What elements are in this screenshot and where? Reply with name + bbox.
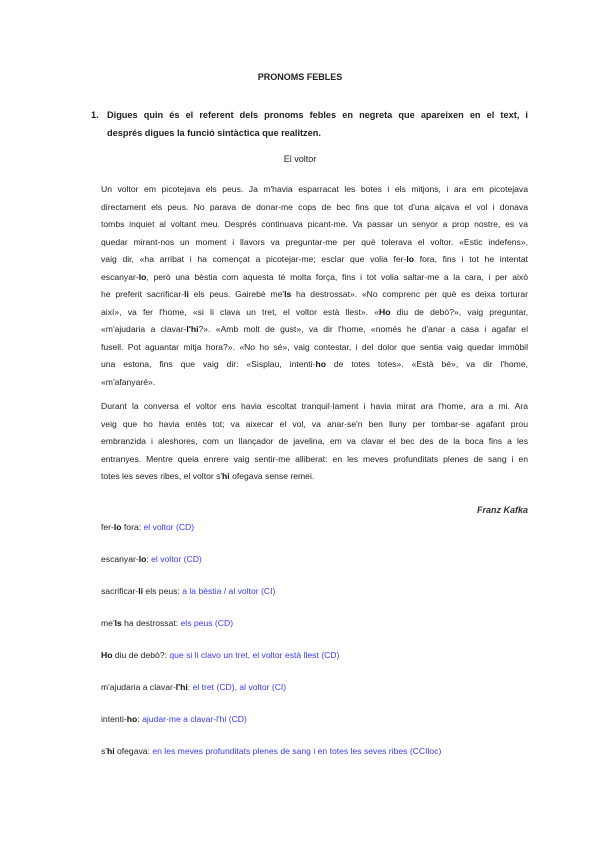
answer-item bbox=[101, 616, 441, 648]
answer-item bbox=[101, 680, 441, 712]
text-segment: escanyar- bbox=[101, 554, 139, 564]
bold-pronoun: Ho bbox=[379, 306, 391, 317]
text-segment: els peus. Gairebé me' bbox=[188, 289, 285, 299]
text-segment: de totes totes». «Està bé», va dir l'home, bbox=[325, 359, 528, 369]
text-segment: s' bbox=[101, 746, 107, 756]
text-segment: , però una bèstia com aquesta té molta força, fins i tot volia saltar-me a la cara, i per això bbox=[146, 271, 528, 282]
paragraph-line bbox=[101, 416, 528, 434]
bold-pronoun: lo bbox=[113, 522, 122, 532]
answer-item bbox=[101, 552, 441, 584]
bold-pronoun: hi bbox=[222, 471, 230, 481]
text-segment: directament els peus. No parava de donar-me cops de bec fins que tot d'una alçava el vol i donava bbox=[101, 201, 528, 212]
text-segment: veig que ho havia entès tot; va aixecar el vol, va anar-se'n ben lluny per tombar-se agafant prou bbox=[101, 418, 528, 429]
bold-pronoun: l'hi bbox=[175, 682, 188, 692]
paragraph-line bbox=[101, 181, 528, 199]
document-title: PRONOMS FEBLES bbox=[257, 72, 343, 82]
text-segment: totes les seves ribes, el voltor s' bbox=[101, 471, 223, 481]
text-segment: m'ajudaria a clavar- bbox=[101, 682, 176, 692]
text-segment: els peus: bbox=[143, 586, 183, 596]
text-segment: vaig dir, «ha arribat i ha començat a picotejar-me; esclar que volia fer- bbox=[101, 254, 407, 264]
bold-pronoun: ls bbox=[114, 618, 122, 628]
bold-pronoun: li bbox=[138, 586, 144, 596]
bold-pronoun: hi bbox=[106, 746, 115, 756]
text-segment: una estona, fins que vaig dir: «Sisplau, intenti- bbox=[101, 359, 316, 369]
text-segment: sacrificar- bbox=[101, 586, 139, 596]
text-segment: quedar mirant-nos un moment i llavors va preguntar-me per què tolerava el voltor. «Estic indefens», bbox=[101, 236, 528, 247]
question-line: Digues quin és el referent dels pronoms febles en negreta que apareixen en el text, i bbox=[107, 110, 528, 120]
answer-text: el tret (CD), al voltor (CI) bbox=[192, 682, 287, 692]
text-segment: fusell. Pot aguantar mitja hora?». «No ho sé», vaig contestar, i del dolor que sentia vaig quedar immòbil bbox=[101, 341, 528, 352]
answer-item bbox=[101, 584, 441, 616]
text-segment: fora, fins i tot he intentat bbox=[414, 254, 528, 264]
text-segment: «m'afanyaré». bbox=[101, 376, 156, 387]
paragraph-line bbox=[101, 286, 528, 304]
answer-item bbox=[101, 712, 441, 744]
text-segment: així», va fer l'home, «si li clava un tret, el voltor està llest». « bbox=[101, 306, 379, 317]
paragraph-line bbox=[101, 374, 528, 392]
paragraph-line bbox=[101, 339, 528, 357]
paragraph-line bbox=[101, 451, 528, 469]
text-segment: me' bbox=[101, 618, 115, 628]
paragraph-line bbox=[101, 398, 528, 416]
paragraph-line bbox=[101, 468, 528, 486]
question-line: després digues la funció sintàctica que realitzen. bbox=[107, 127, 321, 138]
answer-text: els peus (CD) bbox=[180, 618, 234, 628]
text-segment: ofegava: bbox=[114, 746, 153, 756]
bold-pronoun: l'hi bbox=[186, 324, 199, 334]
bold-pronoun: li bbox=[184, 289, 189, 299]
answer-text: el voltor (CD) bbox=[143, 522, 195, 532]
paragraph-line bbox=[101, 304, 528, 322]
bold-pronoun: Ho bbox=[101, 650, 113, 660]
text-segment: «m'ajudaria a clavar- bbox=[101, 324, 187, 334]
bold-pronoun: ho bbox=[315, 359, 326, 369]
text-segment: : bbox=[146, 554, 152, 564]
bold-pronoun: lo bbox=[406, 254, 414, 264]
answer-item bbox=[101, 520, 441, 552]
paragraph-line bbox=[101, 199, 528, 217]
answer-item bbox=[101, 648, 441, 680]
answers-list bbox=[101, 520, 441, 776]
bold-pronoun: lo bbox=[138, 271, 147, 282]
question-number: 1. bbox=[91, 110, 99, 120]
paragraph-line bbox=[101, 321, 528, 339]
text-segment: Un voltor em picotejava els peus. Ja m'havia esparracat les botes i els mitjons, i ara em picotejava bbox=[101, 184, 528, 194]
bold-pronoun: lo bbox=[138, 554, 147, 564]
text-segment: ofegava sense remei. bbox=[229, 471, 315, 481]
answer-text: ajudar-me a clavar-l'hi (CD) bbox=[142, 714, 247, 724]
paragraph-line bbox=[101, 234, 528, 252]
text-segment: : bbox=[137, 714, 143, 724]
text-segment: ha destrossat: bbox=[121, 618, 181, 628]
text-segment: Durant la conversa el voltor ens havia escoltat tranquil·lament i havia mirat ara l'home, ara a mi. Ara bbox=[101, 401, 528, 411]
story-paragraph-1 bbox=[101, 181, 528, 391]
bold-pronoun: ho bbox=[126, 714, 138, 724]
answer-text: que si li clavo un tret, el voltor està llest (CD) bbox=[169, 650, 340, 660]
author-signature: Franz Kafka bbox=[476, 505, 528, 515]
text-segment: intenti- bbox=[101, 714, 127, 724]
answer-item bbox=[101, 744, 441, 776]
paragraph-line bbox=[101, 433, 528, 451]
answer-text: a la bèstia / al voltor (CI) bbox=[182, 586, 276, 596]
text-segment: he preferit sacrificar- bbox=[101, 289, 185, 299]
paragraph-line bbox=[101, 356, 528, 374]
text-segment: tombs inquiet al voltant meu. Després continuava picant-me. Va passar un senyor a prop nostre, es va bbox=[101, 219, 528, 229]
question-1 bbox=[91, 107, 528, 142]
story-title: El voltor bbox=[283, 154, 317, 164]
paragraph-line bbox=[101, 216, 528, 234]
answer-text: el voltor (CD) bbox=[151, 554, 202, 564]
text-segment: fer- bbox=[101, 522, 114, 532]
text-segment: ha destrossat». «No comprenc per què es deixa torturar bbox=[291, 289, 529, 299]
text-segment: entranyes. Mentre queia enrere vaig sentir-me alliberat: en les meves profunditats plenes de sang i en bbox=[101, 453, 528, 464]
text-segment: escanyar- bbox=[101, 271, 139, 282]
answer-text: en les meves profunditats plenes de sang i en totes les seves ribes (CCIloc) bbox=[152, 746, 442, 756]
paragraph-line bbox=[101, 251, 528, 269]
paragraph-line bbox=[101, 269, 528, 287]
bold-pronoun: ls bbox=[284, 289, 292, 299]
text-segment: diu de debò?», vaig preguntar, bbox=[390, 306, 528, 317]
text-segment: ?». «Amb molt de gust», va dir l'home, «només he d'anar a casa i agafar el bbox=[198, 324, 528, 334]
text-segment: diu de debò?: bbox=[112, 650, 170, 660]
text-segment: : bbox=[187, 682, 193, 692]
text-segment: fora: bbox=[121, 522, 144, 532]
text-segment: embranzida i aleshores, com un llançador de javelina, em va clavar el bec des de la boca fins a les bbox=[101, 436, 528, 446]
story-paragraph-2 bbox=[101, 398, 528, 486]
